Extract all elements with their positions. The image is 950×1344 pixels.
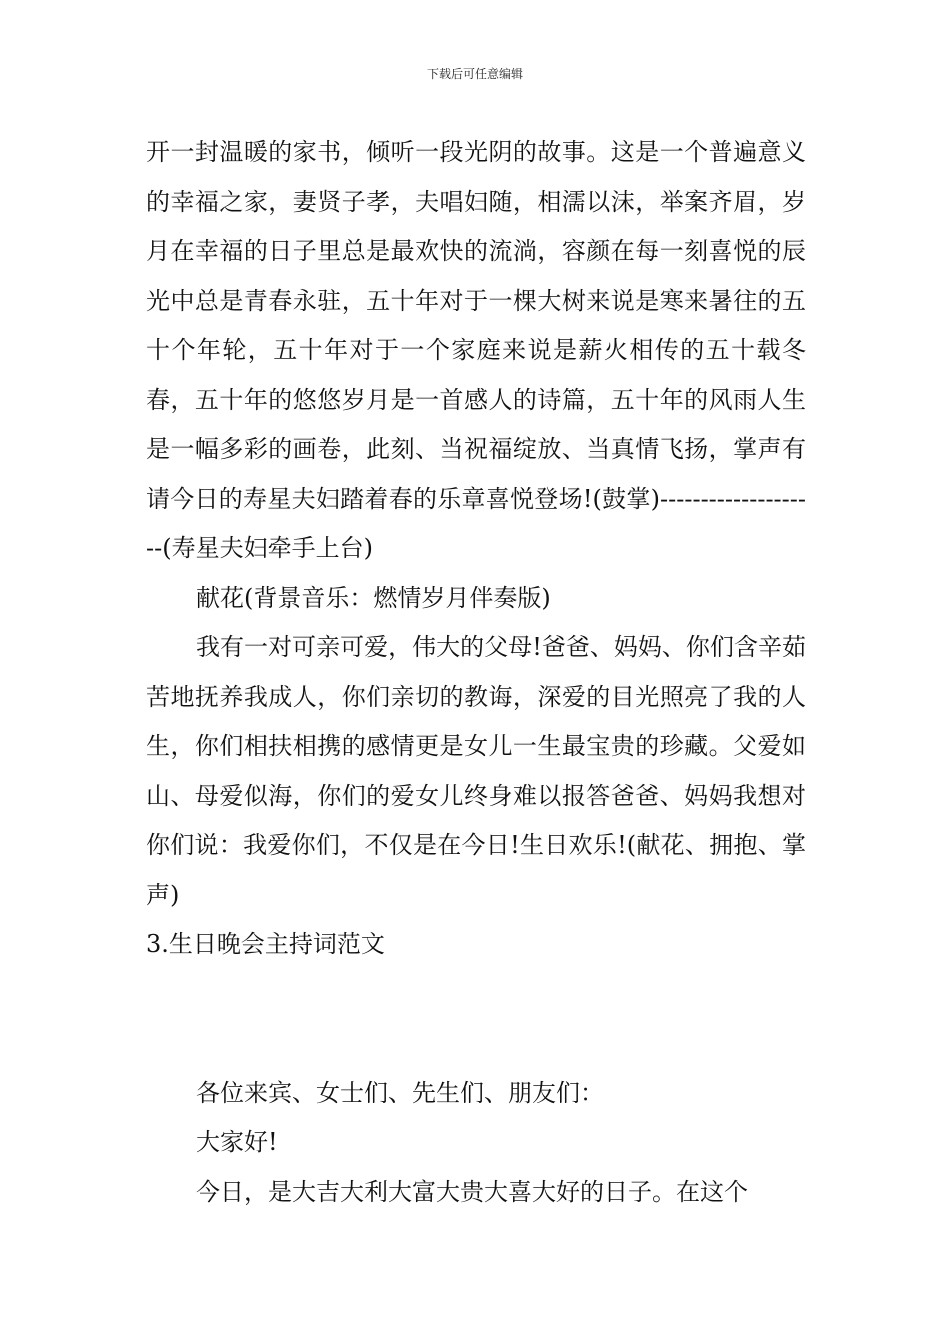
paragraph-flower-presentation: 献花(背景音乐：燃情岁月伴奏版) <box>196 583 551 612</box>
paragraph-greeting-guests: 各位来宾、女士们、先生们、朋友们： <box>196 1078 604 1107</box>
paragraph-today: 今日，是大吉大利大富大贵大喜大好的日子。在这个 <box>196 1177 748 1206</box>
document-body <box>146 128 806 1217</box>
paragraph-tribute-to-parents: 我有一对可亲可爱，伟大的父母!爸爸、妈妈、你们含辛茹苦地抚养我成人，你们亲切的教诲，深爱的目光照亮了我的人生，你们相扶相携的感情更是女儿一生最宝贵的珍藏。父爱如山、母爱似海，你们的爱女儿终身难以报答爸爸、妈妈我想对你们说：我爱你们，不仅是在今日!生日欢乐!(献花、拥抱、掌声) <box>146 633 806 909</box>
section-heading: 3.生日晚会主持词范文 <box>146 930 385 958</box>
blank-spacer <box>146 970 806 1069</box>
paragraph-family-letter: 开一封温暖的家书，倾听一段光阴的故事。这是一个普遍意义的幸福之家，妻贤子孝，夫唱妇随，相濡以沫，举案齐眉，岁月在幸福的日子里总是最欢快的流淌，容颜在每一刻喜悦的辰光中总是青春永驻，五十年对于一棵大树来说是寒来暑往的五十个年轮，五十年对于一个家庭来说是薪火相传的五十载冬春，五十年的悠悠岁月是一首感人的诗篇，五十年的风雨人生是一幅多彩的画卷，此刻、当祝福绽放、当真情飞扬，掌声有请今日的寿星夫妇踏着春的乐章喜悦登场!(鼓掌)--------------------(寿星夫妇牵手上台) <box>146 138 806 562</box>
paragraph-hello-everyone: 大家好! <box>196 1128 278 1156</box>
page-header-note: 下载后可任意编辑 <box>426 67 523 81</box>
